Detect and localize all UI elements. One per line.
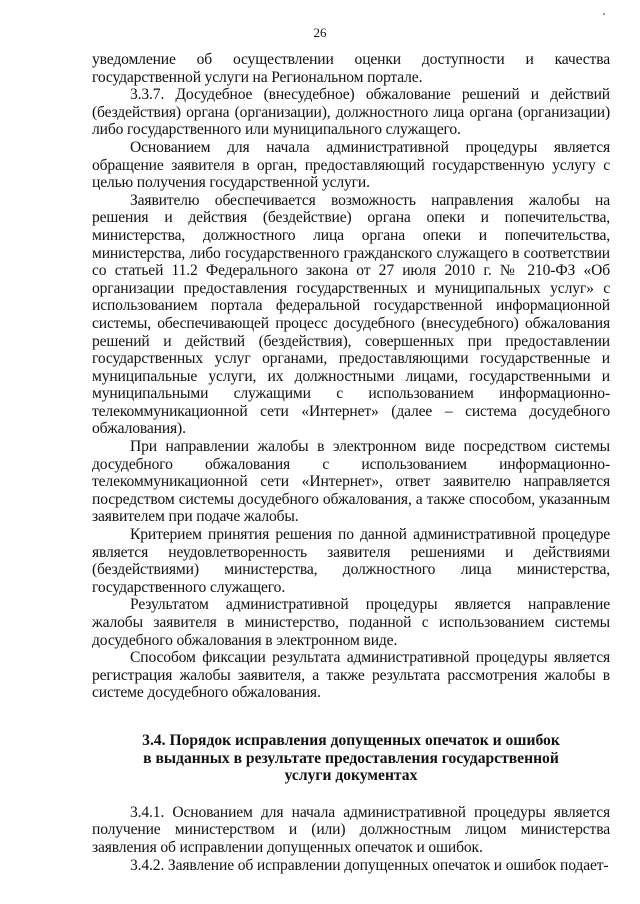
paragraph-3-4-1: 3.4.1. Основанием для начала административной процедуры является получение министерством и (или) должностным лицом министерства заявления об исправлении допущенных опечаток и ошибок. [92, 803, 610, 856]
paragraph-criterion: Критерием принятия решения по данной административной процедуре является неудовлетворенность заявителя решениями и действиями (бездействиями) министерства, должностного лица министерства, государственного служащего. [92, 526, 610, 596]
paragraph-3-4-2: 3.4.2. Заявление об исправлении допущенных опечаток и ошибок подает- [130, 856, 609, 874]
section-heading-line: 3.4. Порядок исправления допущенных опечаток и ошибок [142, 731, 560, 749]
paragraph-result: Результатом административной процедуры является направление жалобы заявителя в министерство, поданной с использованием системы досудебного обжалования в электронном виде. [92, 596, 610, 649]
document-body [92, 51, 610, 874]
paragraph-electronic-reply: При направлении жалобы в электронном виде посредством системы досудебного обжалования с использованием информационно-телекоммуникационной сети «Интернет», ответ заявителю направляется посредством системы досудебного обжалования, а также способом, указанным заявителем при подаче жалобы. [92, 438, 610, 526]
section-heading-3-4 [92, 732, 610, 785]
section-heading-line: в выданных в результате предоставления государственной [143, 749, 559, 767]
paragraph-3-3-7: 3.3.7. Досудебное (внесудебное) обжалование решений и действий (бездействия) органа (организации), должностного лица органа (организации) либо государственного или муниципального служащего. [92, 86, 610, 139]
scan-speck [603, 13, 605, 15]
paragraph-basis: Основанием для начала административной процедуры является обращение заявителя в орган, предоставляющий государственную услугу с целью получения государственной услуги. [92, 138, 610, 192]
paragraph-fixation: Способом фиксации результата административной процедуры является регистрация жалобы заявителя, а также результата рассмотрения жалобы в системе досудебного обжалования. [92, 649, 610, 702]
paragraph-complaint-right: Заявителю обеспечивается возможность направления жалобы на решения и действия (бездействие) органа опеки и попечительства, министерства, должностного лица органа опеки и попечительства, министерства, либо государственного гражданского служащего в соответствии со статьей 11.2 Федерального закона от 27 июля 2010 г. № 210-ФЗ «Об организации предоставления государственных и муниципальных услуг» с использованием портала федеральной государственной информационной системы, обеспечивающей процесс досудебного (внесудебного) обжалования решений и действий (бездействия), совершенных при предоставлении государственных услуг органами, предоставляющими государственные и муниципальные услуги, их должностными лицами, государственными и муниципальными служащими с использованием информационно-телекоммуникационной сети «Интернет» (далее – система досудебного обжалования). [92, 191, 610, 438]
section-heading-line: услуги документах [284, 767, 418, 785]
page-number: 26 [313, 25, 327, 40]
paragraph-continuation: уведомление об осуществлении оценки доступности и качества государственной услуги на Региональном портале. [92, 51, 610, 86]
